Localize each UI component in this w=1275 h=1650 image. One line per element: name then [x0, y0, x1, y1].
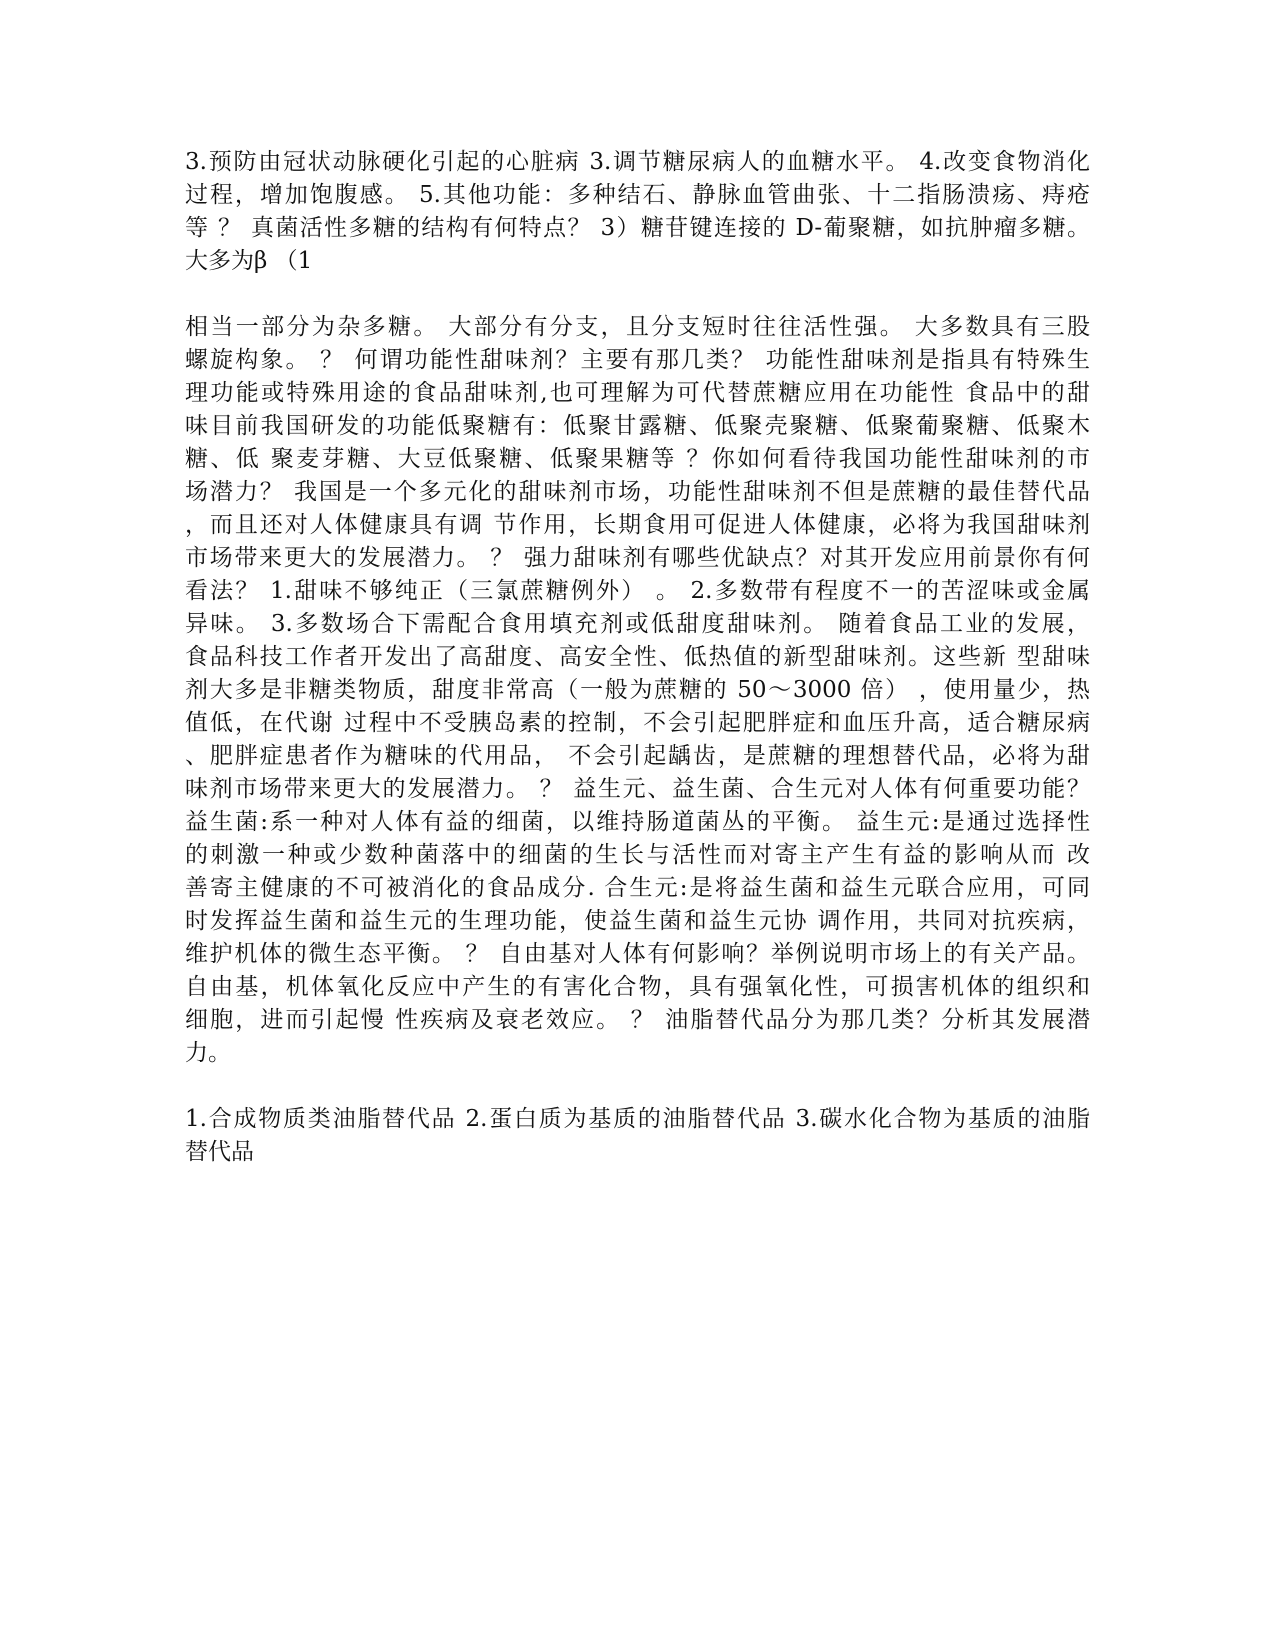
text-line: 味剂市场带来更大的发展潜力。 ？ 益生元、益生菌、合生元对人体有何重要功能？ [185, 776, 1090, 802]
text-line: 大多为β （1 [185, 248, 313, 274]
text-line: 力。 [185, 1040, 231, 1066]
text-line: 看法？ 1.甜味不够纯正（三氯蔗糖例外） 。 2.多数带有程度不一的苦涩味或金属 [185, 578, 1090, 604]
text-line: 螺旋构象。 ？ 何谓功能性甜味剂？主要有那几类？ 功能性甜味剂是指具有特殊生 [185, 347, 1090, 373]
text-line: 益生菌:系一种对人体有益的细菌，以维持肠道菌丛的平衡。 益生元:是通过选择性 [185, 809, 1090, 835]
paragraph-3 [185, 1103, 1090, 1169]
text-line: 3.预防由冠状动脉硬化引起的心脏病 3.调节糖尿病人的血糖水平。 4.改变食物消化 [185, 149, 1090, 175]
text-line: 替代品 [185, 1139, 254, 1165]
paragraph-2 [185, 311, 1090, 1070]
text-line: 糖、低 聚麦芽糖、大豆低聚糖、低聚果糖等 ？你如何看待我国功能性甜味剂的市 [185, 446, 1090, 472]
text-line: 自由基，机体氧化反应中产生的有害化合物，具有强氧化性，可损害机体的组织和 [185, 974, 1090, 1000]
document-body [185, 146, 1090, 1169]
text-line: 值低，在代谢 过程中不受胰岛素的控制，不会引起肥胖症和血压升高，适合糖尿病 [185, 710, 1090, 736]
paragraph-gap [185, 278, 1090, 311]
text-line: 、肥胖症患者作为糖味的代用品， 不会引起龋齿，是蔗糖的理想替代品，必将为甜 [185, 743, 1090, 769]
text-line: 维护机体的微生态平衡。 ？ 自由基对人体有何影响？举例说明市场上的有关产品。 [185, 941, 1090, 967]
text-line: 的刺激一种或少数种菌落中的细菌的生长与活性而对寄主产生有益的影响从而 改 [185, 842, 1090, 868]
text-line: 食品科技工作者开发出了高甜度、高安全性、低热值的新型甜味剂。这些新 型甜味 [185, 644, 1090, 670]
text-line: 理功能或特殊用途的食品甜味剂,也可理解为可代替蔗糖应用在功能性 食品中的甜 [185, 380, 1090, 406]
text-line: 等 ？ 真菌活性多糖的结构有何特点？ 3）糖苷键连接的 D-葡聚糖，如抗肿瘤多糖。 [185, 215, 1090, 241]
text-line: 剂大多是非糖类物质，甜度非常高（一般为蔗糖的 50～3000 倍） ，使用量少，热 [185, 677, 1090, 703]
text-line: 市场带来更大的发展潜力。 ？ 强力甜味剂有哪些优缺点？对其开发应用前景你有何 [185, 545, 1090, 571]
text-line: 善寄主健康的不可被消化的食品成分. 合生元:是将益生菌和益生元联合应用，可同 [185, 875, 1090, 901]
text-line: 异味。 3.多数场合下需配合食用填充剂或低甜度甜味剂。 随着食品工业的发展， [185, 611, 1090, 637]
text-line: 相当一部分为杂多糖。 大部分有分支，且分支短时往往活性强。 大多数具有三股 [185, 314, 1090, 340]
text-line: 时发挥益生菌和益生元的生理功能，使益生菌和益生元协 调作用，共同对抗疾病， [185, 908, 1090, 934]
paragraph-gap [185, 1070, 1090, 1103]
text-line: 场潜力？ 我国是一个多元化的甜味剂市场，功能性甜味剂不但是蔗糖的最佳替代品 [185, 479, 1090, 505]
text-line: ，而且还对人体健康具有调 节作用，长期食用可促进人体健康，必将为我国甜味剂 [185, 512, 1090, 538]
text-line: 味目前我国研发的功能低聚糖有：低聚甘露糖、低聚壳聚糖、低聚葡聚糖、低聚木 [185, 413, 1090, 439]
text-line: 1.合成物质类油脂替代品 2.蛋白质为基质的油脂替代品 3.碳水化合物为基质的油脂 [185, 1106, 1090, 1132]
paragraph-1 [185, 146, 1090, 278]
text-line: 细胞，进而引起慢 性疾病及衰老效应。 ？ 油脂替代品分为那几类？分析其发展潜 [185, 1007, 1090, 1033]
text-line: 过程，增加饱腹感。 5.其他功能：多种结石、静脉血管曲张、十二指肠溃疡、痔疮 [185, 182, 1090, 208]
